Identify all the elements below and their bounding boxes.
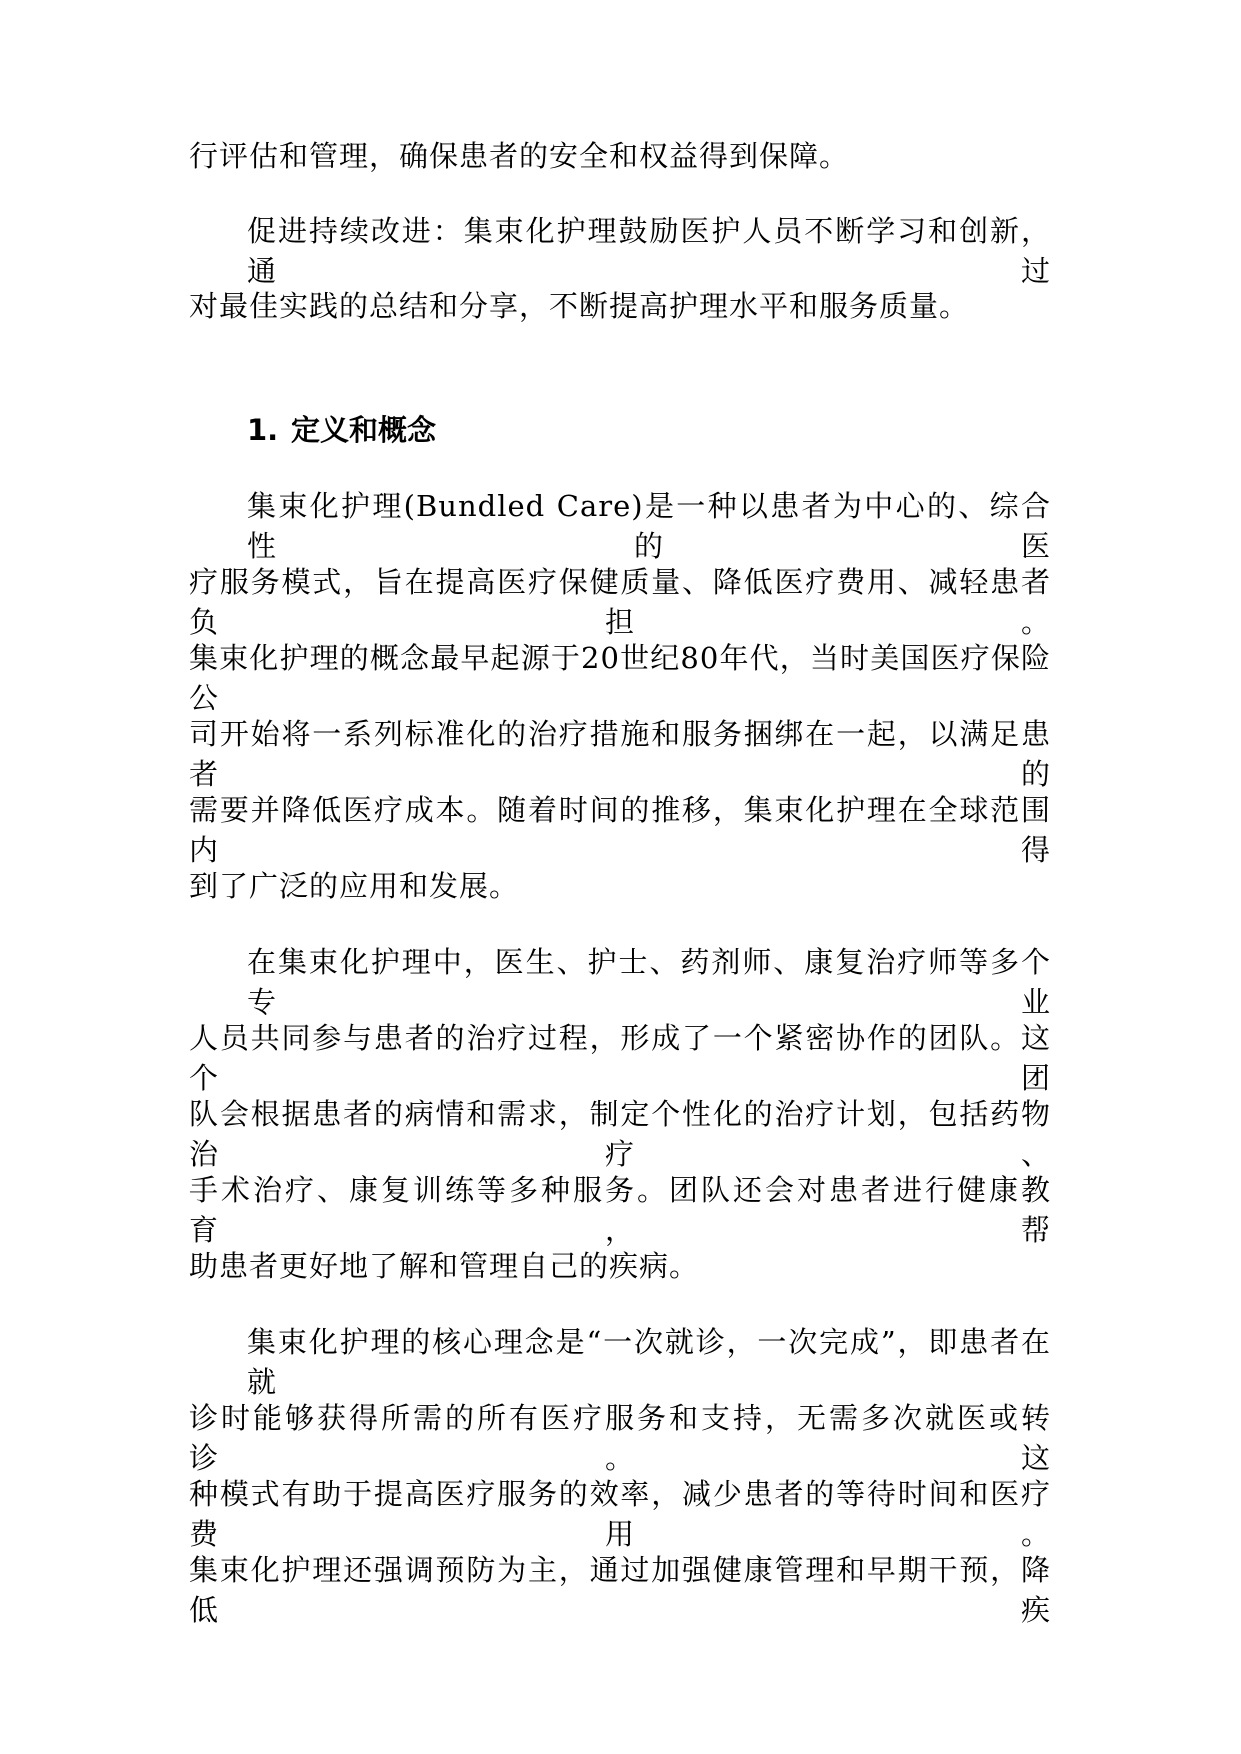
section-number: 1. bbox=[247, 413, 279, 447]
section-title: 定义和概念 bbox=[291, 413, 437, 447]
paragraph-line: 集束化护理的核心理念是“一次就诊，一次完成”，即患者在就 bbox=[247, 1325, 1051, 1399]
paragraph-line: 促进持续改进：集束化护理鼓励医护人员不断学习和创新，通过 bbox=[247, 214, 1051, 288]
paragraph-line: 诊时能够获得所需的所有医疗服务和支持，无需多次就医或转诊。这 bbox=[189, 1401, 1051, 1475]
paragraph-line: 集束化护理还强调预防为主，通过加强健康管理和早期干预，降低疾 bbox=[189, 1553, 1051, 1627]
paragraph-line: 疗服务模式，旨在提高医疗保健质量、降低医疗费用、减轻患者负担。 bbox=[189, 565, 1051, 639]
paragraph-line: 集束化护理的概念最早起源于20世纪80年代，当时美国医疗保险公 bbox=[189, 641, 1051, 715]
paragraph-line: 集束化护理(Bundled Care)是一种以患者为中心的、综合性的医 bbox=[247, 489, 1051, 563]
paragraph-line: 种模式有助于提高医疗服务的效率，减少患者的等待时间和医疗费用。 bbox=[189, 1477, 1051, 1551]
section-heading bbox=[247, 410, 436, 450]
paragraph-line: 到了广泛的应用和发展。 bbox=[189, 869, 520, 903]
paragraph-line: 助患者更好地了解和管理自己的疾病。 bbox=[189, 1249, 700, 1283]
paragraph-line: 需要并降低医疗成本。随着时间的推移，集束化护理在全球范围内得 bbox=[189, 793, 1051, 867]
paragraph-line: 行评估和管理，确保患者的安全和权益得到保障。 bbox=[189, 139, 850, 173]
paragraph-line: 人员共同参与患者的治疗过程，形成了一个紧密协作的团队。这个团 bbox=[189, 1021, 1051, 1095]
paragraph-line: 手术治疗、康复训练等多种服务。团队还会对患者进行健康教育，帮 bbox=[189, 1173, 1051, 1247]
paragraph-line: 对最佳实践的总结和分享，不断提高护理水平和服务质量。 bbox=[189, 289, 970, 323]
paragraph-line: 队会根据患者的病情和需求，制定个性化的治疗计划，包括药物治疗、 bbox=[189, 1097, 1051, 1171]
paragraph-line: 在集束化护理中，医生、护士、药剂师、康复治疗师等多个专业 bbox=[247, 945, 1051, 1019]
paragraph-line: 司开始将一系列标准化的治疗措施和服务捆绑在一起，以满足患者的 bbox=[189, 717, 1051, 791]
